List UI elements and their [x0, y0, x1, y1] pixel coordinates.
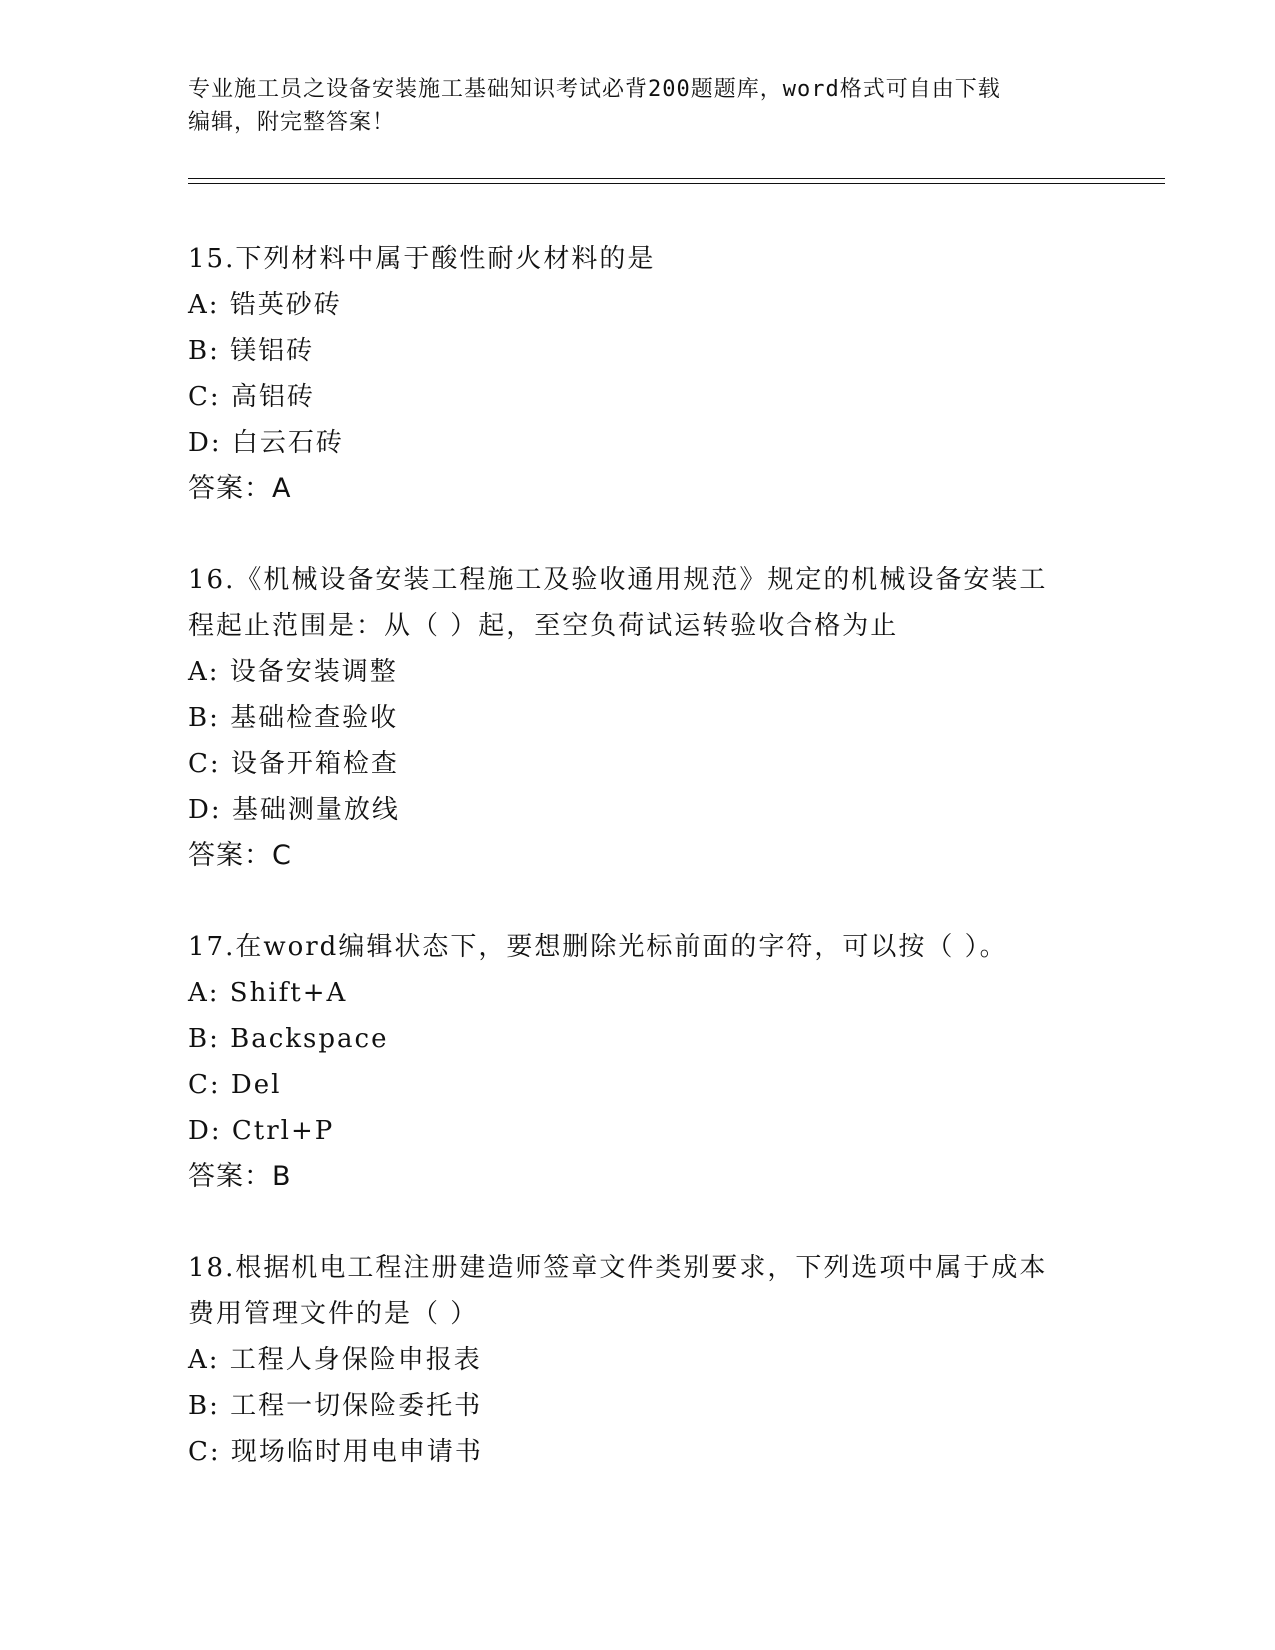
question-stem: 18.根据机电工程注册建造师签章文件类别要求，下列选项中属于成本: [188, 1253, 1048, 1283]
option-a: A: 锆英砂砖: [188, 290, 342, 320]
question-15: [188, 236, 1088, 512]
question-stem: 15.下列材料中属于酸性耐火材料的是: [188, 244, 656, 274]
option-d: D: 基础测量放线: [188, 795, 400, 825]
answer-line: 答案：A: [188, 473, 292, 504]
option-c: C: 现场临时用电申请书: [188, 1437, 483, 1467]
question-16: [188, 557, 1088, 879]
option-a: A: Shift+A: [188, 978, 348, 1008]
option-a: A: 设备安装调整: [188, 657, 398, 687]
answer-line: 答案：B: [188, 1161, 292, 1192]
question-18: [188, 1245, 1088, 1475]
question-stem-continued: 费用管理文件的是（ ）: [188, 1299, 479, 1329]
question-stem-continued: 程起止范围是：从（ ）起，至空负荷试运转验收合格为止: [188, 611, 899, 641]
option-b: B: 基础检查验收: [188, 703, 399, 733]
header-divider-top: [188, 178, 1165, 179]
question-17: [188, 924, 1088, 1200]
option-c: C: 设备开箱检查: [188, 749, 399, 779]
document-header: [188, 73, 1088, 139]
option-d: D: 白云石砖: [188, 428, 344, 458]
question-stem: 17.在word编辑状态下，要想删除光标前面的字符，可以按（ ）。: [188, 932, 1008, 962]
option-b: B: Backspace: [188, 1024, 389, 1054]
question-stem: 16.《机械设备安装工程施工及验收通用规范》规定的机械设备安装工: [188, 565, 1048, 595]
option-d: D: Ctrl+P: [188, 1116, 335, 1146]
option-b: B: 镁铝砖: [188, 336, 315, 366]
option-c: C: Del: [188, 1070, 282, 1100]
option-a: A: 工程人身保险申报表: [188, 1345, 482, 1375]
option-c: C: 高铝砖: [188, 382, 315, 412]
option-b: B: 工程一切保险委托书: [188, 1391, 483, 1421]
answer-line: 答案：C: [188, 840, 292, 871]
header-title-line-1: 专业施工员之设备安装施工基础知识考试必背200题题库，word格式可自由下载: [188, 77, 1001, 102]
header-title-line-2: 编辑，附完整答案！: [188, 110, 396, 135]
header-divider-bottom: [188, 183, 1165, 184]
